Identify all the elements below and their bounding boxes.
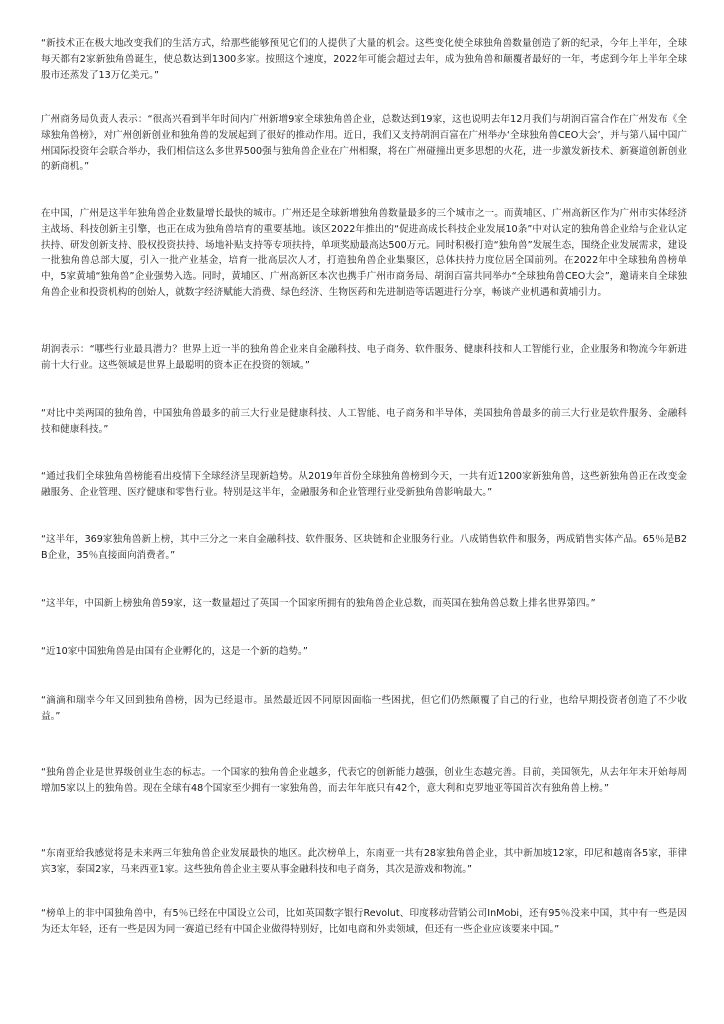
paragraph-hurun-industries: 胡润表示：“哪些行业最具潜力？世界上近一半的独角兽企业来自金融科技、电子商务、软件服务、健康科技和人工智能行业，企业服务和物流今年新进前十大行业。这些领域是世界上最聪明的资本正在投资的领域。” bbox=[41, 344, 687, 371]
paragraph-state-owned-incubation: “近10家中国独角兽是由国有企业孵化的，这是一个新的趋势。” bbox=[41, 646, 308, 657]
paragraph-guangzhou-growth: 在中国，广州是这半年独角兽企业数量增长最快的城市。广州还是全球新增独角兽数量最多的三个城市之一。而黄埔区、广州高新区作为广州市实体经济主战场、科技创新主引擎，也正在成为独角兽培育的重要基地。该区2022年推出的“促进高成长科技企业发展10条”中对认定的独角兽企业给与企业认定扶持、研发创新支持、股权投资扶持、场地补贴支持等专项扶持，单项奖励最高达500万元。同时积极打造“独角兽”发展生态，围绕企业发展需求，建设一批独角兽总部大厦，引入一批产业基金，培育一批高层次人才，打造独角兽企业集聚区，总体扶持力度位居全国前列。在2022年中全球独角兽榜单中，5家黄埔“独角兽”企业强势入选。同时，黄埔区、广州高新区本次也携手广州市商务局、胡润百富共同举办“全球独角兽CEO大会”，邀请来自全球独角兽企业和投资机构的创始人，就数字经济赋能大消费、绿色经济、生物医药和先进制造等话题进行分享，畅谈产业机遇和黄埔引力。 bbox=[41, 208, 687, 298]
paragraph-pandemic-trends: “通过我们全球独角兽榜能看出疫情下全球经济呈现新趋势。从2019年首份全球独角兽榜到今天，一共有近1200家新独角兽，这些新独角兽正在改变金融服务、企业管理、医疗健康和零售行业。特别是这半年，金融服务和企业管理行业受新独角兽影响最大。” bbox=[41, 471, 687, 498]
paragraph-southeast-asia: “东南亚给我感觉将是未来两三年独角兽企业发展最快的地区。此次榜单上，东南亚一共有28家独角兽企业，其中新加坡12家，印尼和越南各5家，菲律宾3家，泰国2家，马来西亚1家。这些独角兽企业主要从事金融科技和电子商务，其次是游戏和物流。” bbox=[41, 848, 687, 875]
paragraph-didi-luckin: “滴滴和瑞幸今年又回到独角兽榜，因为已经退市。虽然最近因不同原因面临一些困扰，但它们仍然颠覆了自己的行业，也给早期投资者创造了不少收益。” bbox=[41, 695, 687, 722]
paragraph-new-tech-quote: “新技术正在极大地改变我们的生活方式，给那些能够预见它们的人提供了大量的机会。这些变化使全球独角兽数量创造了新的纪录，今年上半年，全球每天都有2家新独角兽诞生，使总数达到1300多家。按照这个速度，2022年可能会超过去年，成为独角兽和颠覆者最好的一年，考虑到今年上半年全球股市还蒸发了13万亿美元。” bbox=[41, 38, 687, 81]
paragraph-china-59-new: “这半年，中国新上榜独角兽59家，这一数量超过了英国一个国家所拥有的独角兽企业总数，而英国在独角兽总数上排名世界第四。” bbox=[41, 598, 596, 609]
paragraph-369-new-unicorns: “这半年，369家独角兽新上榜，其中三分之一来自金融科技、软件服务、区块链和企业服务行业。八成销售软件和服务，两成销售实体产品。65％是B2B企业，35％直接面向消费者。” bbox=[41, 534, 687, 561]
paragraph-guangzhou-commerce-bureau: 广州商务局负责人表示：“很高兴看到半年时间内广州新增9家全球独角兽企业，总数达到19家，这也说明去年12月我们与胡润百富合作在广州发布《全球独角兽榜》，对广州创新创业和独角兽的发展起到了很好的推动作用。近日，我们又支持胡润百富在广州举办‘全球独角兽CEO大会’，并与第八届中国广州国际投资年会联合举办，我们相信这么多世界500强与独角兽企业在广州相聚，将在广州碰撞出更多思想的火花，进一步激发新技术、新赛道创新创业的新商机。” bbox=[41, 114, 687, 173]
paragraph-non-china-unicorns: “榜单上的非中国独角兽中，有5％已经在中国设立公司，比如英国数字银行Revolut、印度移动营销公司InMobi，还有95％没来中国，其中有一些是因为还太年轻，还有一些是因为同一赛道已经有中国企业做得特别好，比如电商和外卖领域，但还有一些企业应该要来中国。” bbox=[41, 908, 687, 935]
paragraph-china-us-comparison: “对比中美两国的独角兽，中国独角兽最多的前三大行业是健康科技、人工智能、电子商务和半导体，美国独角兽最多的前三大行业是软件服务、金融科技和健康科技。” bbox=[41, 408, 687, 435]
paragraph-ecosystem-symbol: “独角兽企业是世界级创业生态的标志。一个国家的独角兽企业越多，代表它的创新能力越强，创业生态越完善。目前，美国领先，从去年年末开始每周增加5家以上的独角兽。现在全球有48个国家至少拥有一家独角兽，而去年年底只有42个，意大利和克罗地亚等国首次有独角兽上榜。” bbox=[41, 767, 687, 794]
